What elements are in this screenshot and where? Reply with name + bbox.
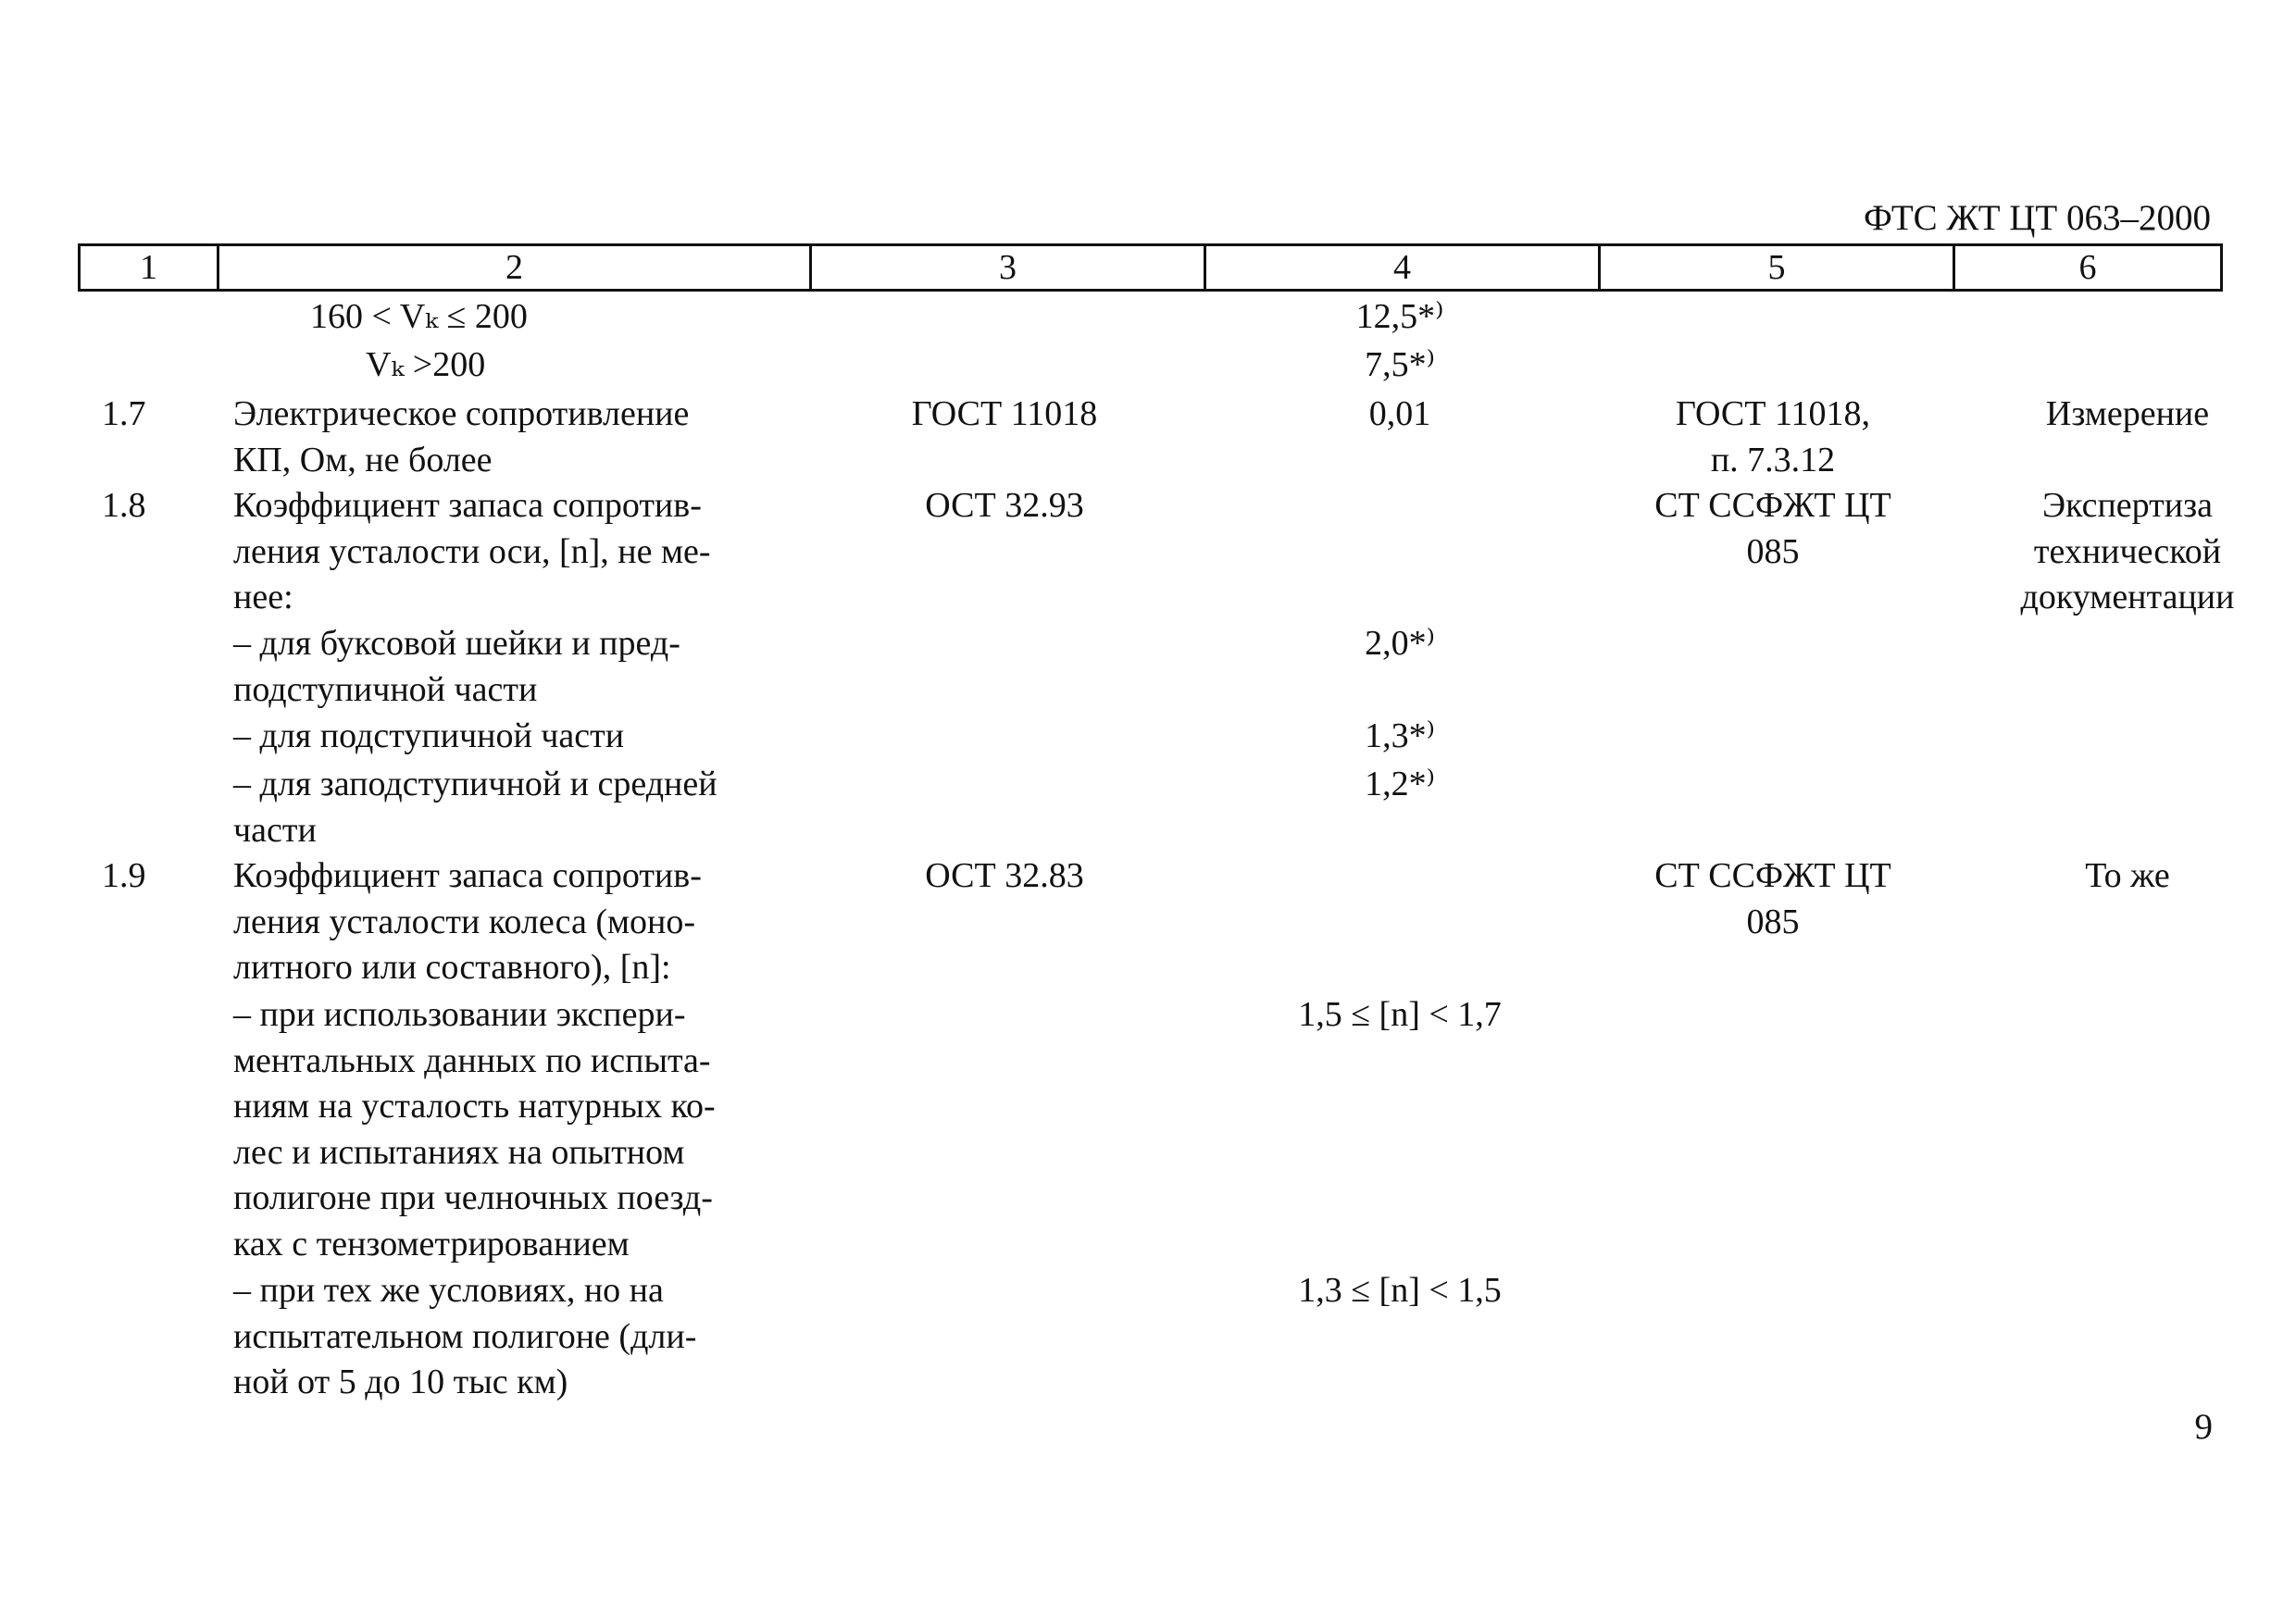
value-cell	[1202, 342, 1598, 389]
text-line: КП, Ом, не более	[233, 440, 493, 479]
item-number-cell: 1.7	[102, 394, 146, 433]
text-line: п. 7.3.12	[1710, 440, 1836, 479]
standard-cell: ОСТ 32.83	[925, 856, 1084, 895]
header-cell: 4	[1205, 245, 1600, 291]
text-line: – при использовании экспери-	[233, 995, 686, 1034]
parameter-cell	[366, 342, 485, 389]
text-line: литного или составного), [n]:	[233, 948, 671, 988]
text-line: 1,2*⁾	[1365, 765, 1435, 803]
parameter-cell	[233, 853, 794, 991]
text-line: 1,3*⁾	[1365, 716, 1435, 755]
text-line: ментальных данных по испыта-	[233, 1040, 711, 1080]
control-method-cell	[1952, 853, 2296, 900]
text-line: ления усталости оси, [n], не ме-	[233, 531, 711, 571]
parameter-cell	[233, 992, 794, 1268]
text-line: Vₖ >200	[366, 345, 486, 384]
column-number-header	[78, 243, 2223, 292]
text-line: ниям на усталость натурных ко-	[233, 1087, 716, 1126]
method-standard-cell	[1597, 483, 1949, 575]
text-line: ках с тензометрированием	[233, 1224, 630, 1263]
control-method-cell	[1952, 483, 2296, 621]
text-line: 7,5*⁾	[1365, 345, 1435, 384]
value-cell	[1202, 1268, 1598, 1314]
header-row	[80, 245, 2222, 291]
document-code: ФТС ЖТ ЦТ 063–2000	[1863, 198, 2211, 238]
control-method-cell	[1952, 392, 2296, 438]
text-line: – при тех же условиях, но на	[233, 1271, 664, 1310]
parameter-cell	[233, 392, 794, 483]
value-cell	[1202, 762, 1598, 808]
value-cell	[1202, 992, 1598, 1039]
text-line: – для заподступичной и средней	[233, 765, 718, 803]
text-line: СТ ССФЖТ ЦТ	[1654, 856, 1891, 895]
text-line: документации	[2020, 578, 2235, 617]
header-cell: 1	[80, 245, 218, 291]
text-line: – для подступичной части	[233, 716, 625, 755]
item-number-cell: 1.8	[102, 486, 146, 525]
text-line: подступичной части	[233, 669, 538, 709]
text-line: Электрическое сопротивление	[233, 394, 690, 433]
text-line: СТ ССФЖТ ЦТ	[1654, 486, 1891, 525]
standard-cell: ОСТ 32.93	[925, 486, 1084, 525]
parameter-cell	[233, 714, 794, 760]
text-line: 160 < Vₖ ≤ 200	[310, 297, 528, 336]
text-line: Экспертиза	[2042, 486, 2213, 525]
parameter-cell	[233, 762, 794, 853]
text-line: ГОСТ 11018,	[1675, 394, 1871, 433]
parameter-cell	[310, 294, 528, 341]
text-line: части	[233, 810, 317, 850]
method-standard-cell	[1597, 853, 1949, 945]
page-number: 9	[2194, 1407, 2213, 1447]
header-cell: 5	[1600, 245, 1954, 291]
text-line: То же	[2085, 856, 2170, 895]
header-cell: 3	[811, 245, 1205, 291]
text-line: 1,5 ≤ [n] < 1,7	[1298, 995, 1502, 1034]
text-line: 1,3 ≤ [n] < 1,5	[1298, 1271, 1502, 1310]
text-line: лес и испытаниях на опытном	[233, 1132, 685, 1172]
text-line: Измерение	[2045, 394, 2210, 433]
text-line: технической	[2033, 531, 2222, 571]
text-line: Коэффициент запаса сопротив-	[233, 856, 702, 895]
value-cell	[1202, 294, 1598, 341]
text-line: испытательном полигоне (дли-	[233, 1316, 697, 1356]
text-line: 085	[1746, 902, 1800, 941]
header-cell: 6	[1954, 245, 2222, 291]
text-line: 2,0*⁾	[1365, 624, 1435, 663]
standard-cell: ГОСТ 11018	[911, 394, 1098, 433]
text-line: – для буксовой шейки и пред-	[233, 624, 680, 663]
header-cell: 2	[218, 245, 811, 291]
text-line: 12,5*⁾	[1355, 297, 1444, 336]
text-line: 0,01	[1368, 394, 1431, 433]
text-line: ления усталости колеса (моно-	[233, 902, 696, 941]
parameter-cell	[233, 483, 794, 621]
value-cell	[1202, 392, 1598, 438]
method-standard-cell	[1597, 392, 1949, 483]
text-line: 085	[1746, 531, 1800, 571]
value-cell	[1202, 714, 1598, 760]
item-number-cell: 1.9	[102, 856, 146, 895]
value-cell	[1202, 621, 1598, 667]
parameter-cell	[233, 1268, 794, 1406]
text-line: ной от 5 до 10 тыс км)	[233, 1363, 568, 1402]
parameter-cell	[233, 621, 794, 713]
text-line: полигоне при челночных поезд-	[233, 1178, 713, 1218]
text-line: Коэффициент запаса сопротив-	[233, 486, 702, 525]
text-line: нее:	[233, 578, 293, 617]
